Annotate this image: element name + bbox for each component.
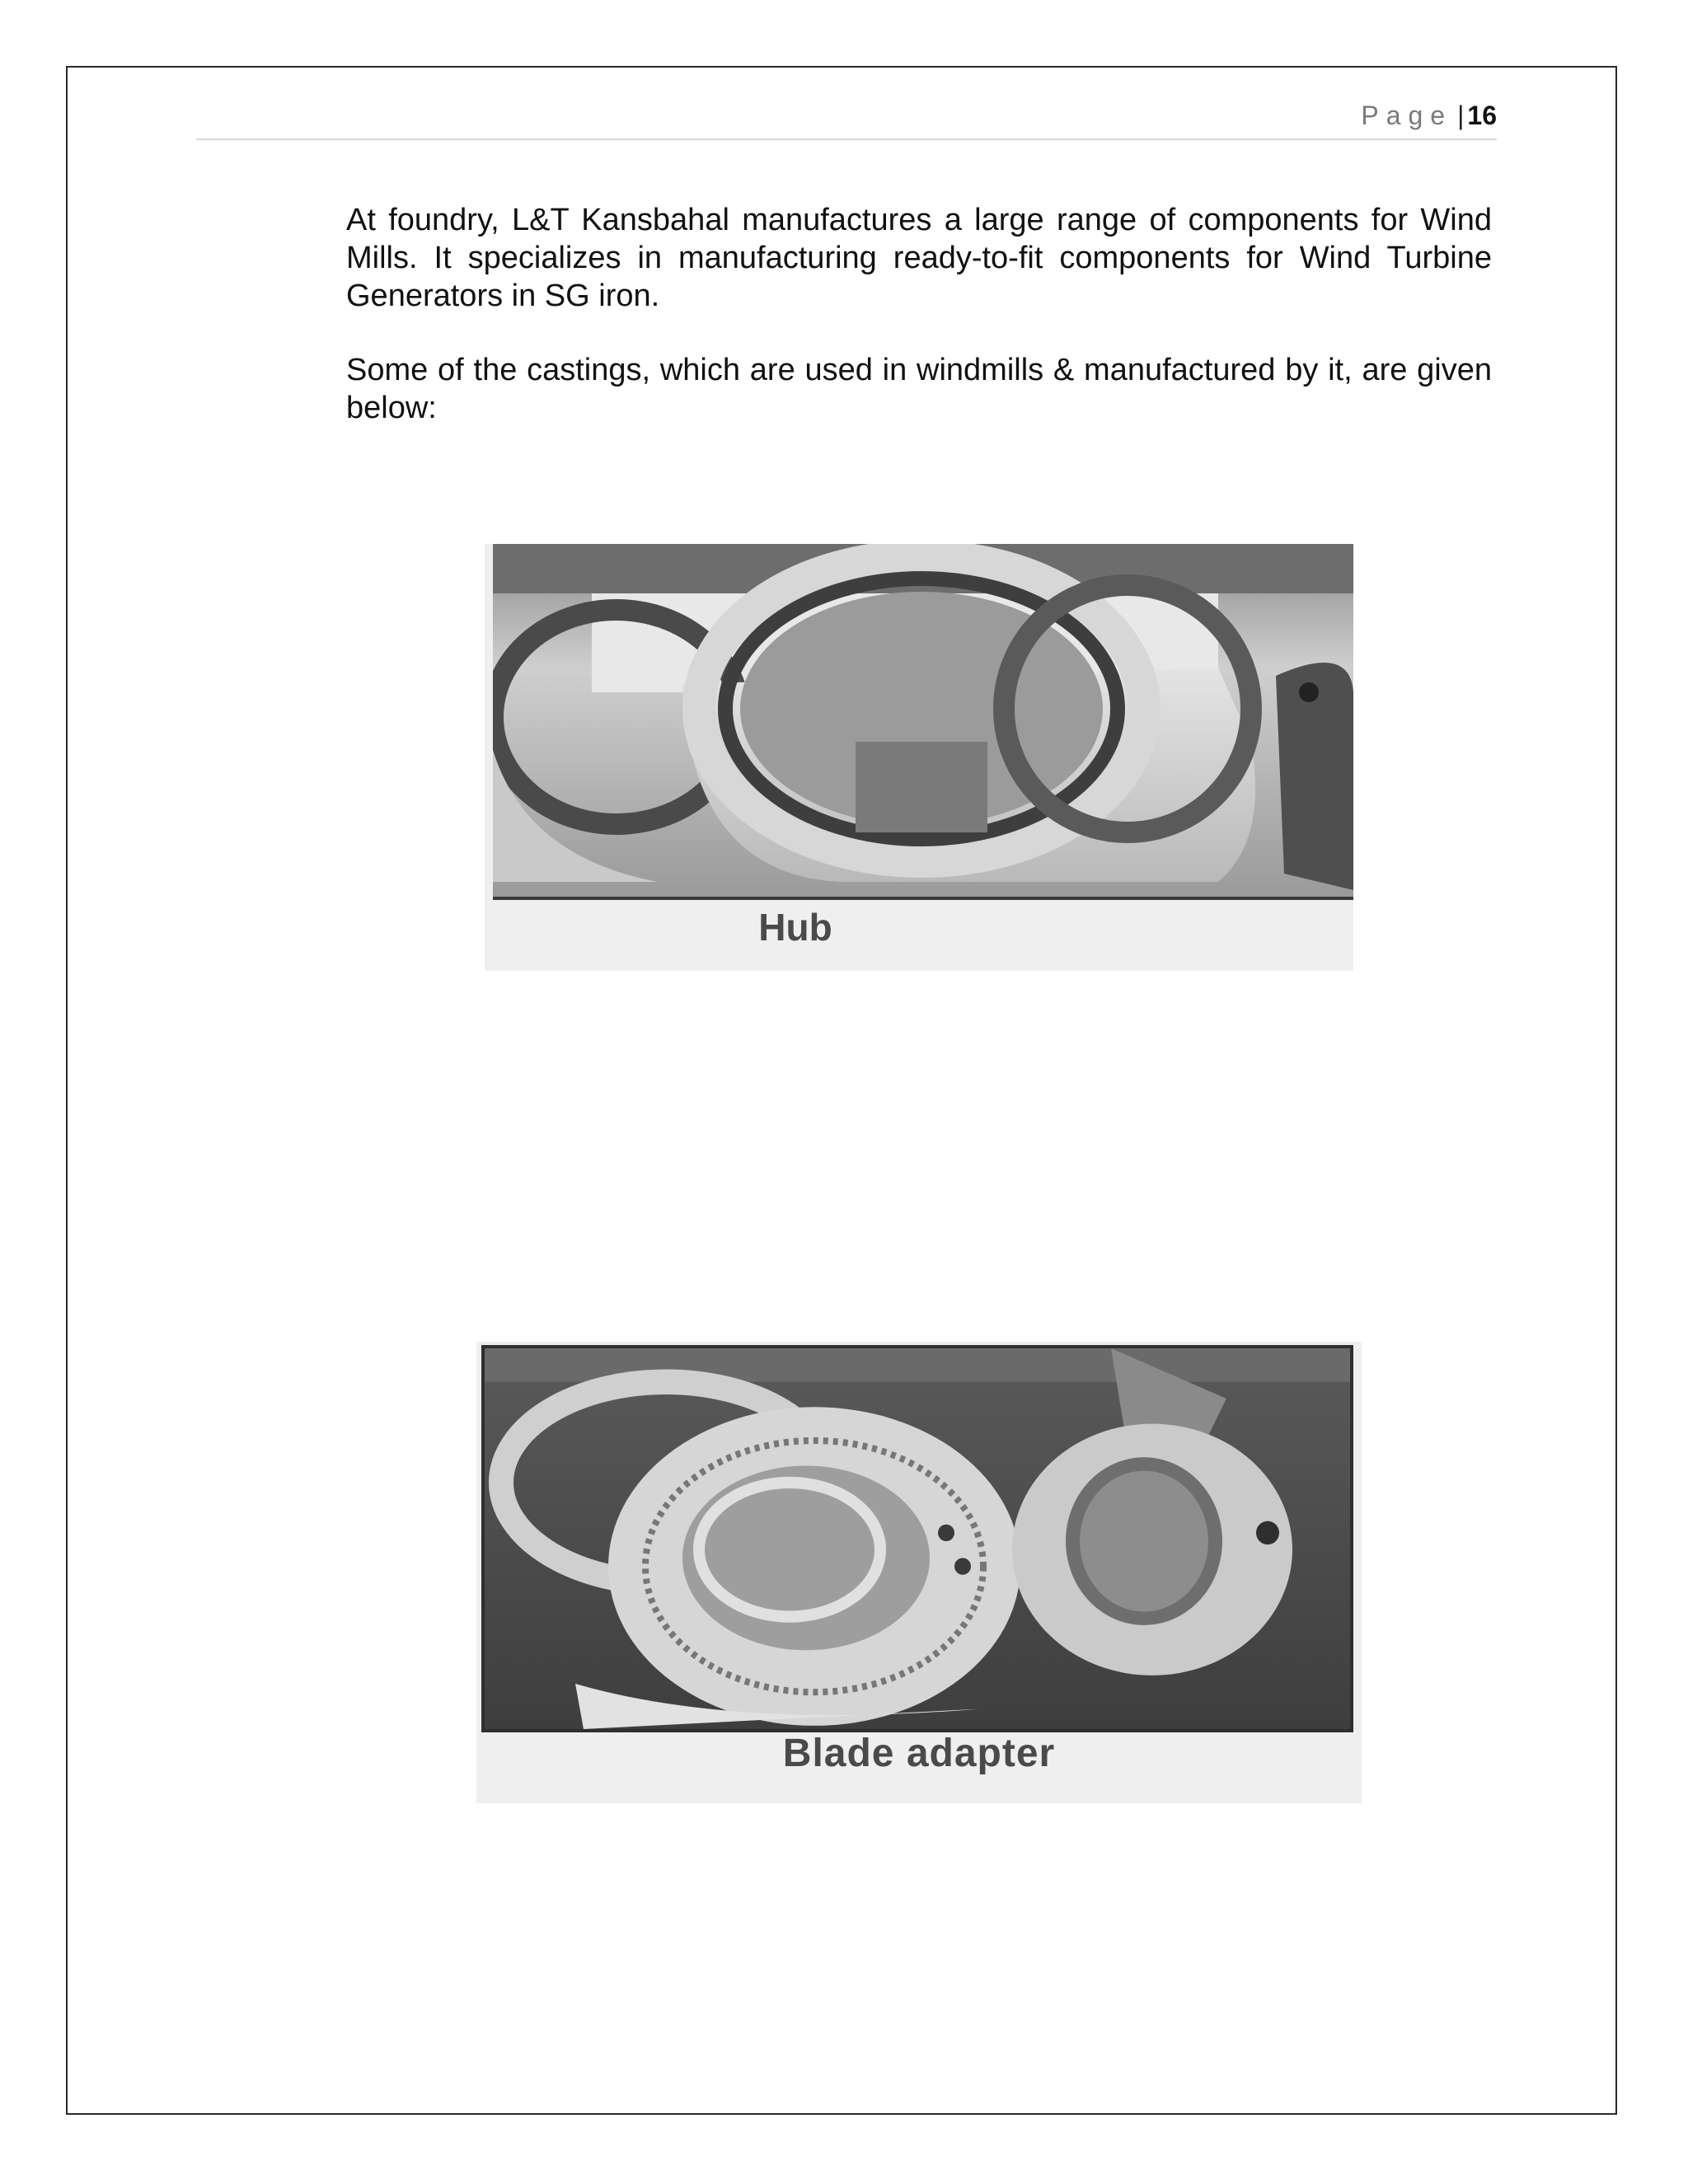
page-header — [196, 101, 1497, 140]
blade-adapter-photo — [481, 1345, 1353, 1732]
hub-caption: Hub — [758, 906, 832, 949]
blade-adapter-caption: Blade adapter — [782, 1732, 1056, 1775]
page-word: Page — [1361, 101, 1453, 130]
blade-adapter-figure — [476, 1342, 1362, 1803]
page-number: 16 — [1467, 101, 1497, 130]
intro-paragraph: At foundry, L&T Kansbahal manufactures a large range of components for Wind Mills. It specializes in manufacturing ready-to-fit components for Wind Turbine Generators in SG iron. — [346, 203, 1492, 313]
page-separator: | — [1457, 101, 1465, 130]
hub-figure — [485, 544, 1353, 971]
hub-photo — [493, 544, 1353, 900]
page-number-label — [1361, 101, 1497, 131]
castings-paragraph: Some of the castings, which are used in windmills & manufactured by it, are given below: — [346, 353, 1492, 425]
